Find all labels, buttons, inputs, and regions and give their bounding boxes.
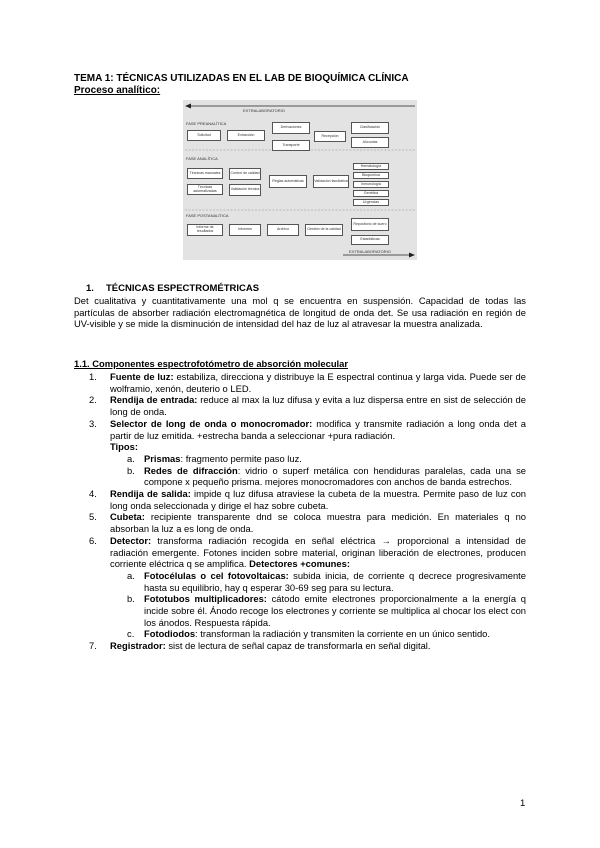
item-text: : vidrio o superf metálica con hendiduras paralelas, cada una se compone x pequeño prisma. mejores monocromadores con anchos de banda estrechos. [144, 464, 526, 488]
box-validacion-facultativa: Validación facultativa [313, 175, 349, 188]
extra-bottom-label: EXTRALABORATORIO [349, 249, 391, 254]
item-number: a. [127, 452, 135, 464]
item-text: impide q luz difusa atraviese la cubeta de la muestra. Permite paso de luz con long onda seleccionada y dirige el haz sobre cubeta. [110, 488, 526, 511]
list-item [74, 394, 526, 417]
phase-ana-label: FASE ANALÍTICA [186, 156, 218, 161]
item-text: cátodo emite electrones proporcionalmente a la energía q incide sobre él. Ánodo recoge los electrones y corriente se multiplica al chocar los elect con los ánodos. Respuesta rápida. [144, 593, 526, 628]
box-tecnicas-automatizadas: Técnicas automatizadas [187, 184, 223, 195]
item-term: Fotodiodos [144, 628, 196, 640]
item-term: Fototubos multiplicadores: [144, 593, 267, 605]
list-item [74, 535, 526, 570]
list-item [74, 511, 526, 534]
arrow-left-icon [185, 104, 191, 109]
box-extraccion: Extracción [227, 130, 265, 141]
item-text: : fragmento permite paso luz. [180, 452, 302, 464]
phase-post-label: FASE POSTANALÍTICA [186, 213, 229, 218]
item-number: 3. [89, 417, 97, 429]
item-term: Detector: [110, 534, 152, 546]
item-number: 5. [89, 511, 97, 523]
page-subtitle: Proceso analítico: [74, 85, 161, 96]
extra-top-label: EXTRALABORATORIO [243, 108, 285, 113]
box-estadisticas: Estadísticas [351, 235, 389, 245]
box-genetica: Genética [353, 190, 389, 197]
item-text: transforma radiación recogida en señal eléctrica → proporcional a intensidad de radiación emergente. Fotones inciden sobre material, originan liberación de electrones, producen corriente eléctrica q se amplifica. [110, 534, 526, 570]
item-term: Rendija de salida: [110, 488, 191, 500]
box-control-calidad: Control de calidad [229, 168, 261, 180]
components-list [74, 371, 526, 652]
sublist-item [74, 465, 526, 488]
sublist-item [74, 628, 526, 640]
item-number: a. [127, 569, 135, 581]
item-text: estabiliza, direcciona y distribuye la E espectral continua y larga vida. Puede ser de wolframio, xenón, deuterio o LED. [110, 371, 526, 394]
box-solicitud: Solicitud [187, 130, 221, 141]
item-term: Selector de long de onda o monocromador: [110, 417, 313, 429]
box-validacion-tecnica: Validación técnica [229, 184, 261, 196]
box-clasificacion: Clasificación [351, 122, 389, 134]
item-number: c. [127, 628, 135, 640]
box-inmunologia: Inmunología [353, 181, 389, 188]
item-number: 1. [89, 371, 97, 382]
list-item [74, 488, 526, 511]
box-recepcion: Recepción [314, 131, 346, 142]
box-repositorio: Repositorio de suero [351, 218, 389, 231]
box-derivaciones: Derivaciones [272, 122, 310, 134]
box-bioquimica: Bioquímica [353, 172, 389, 179]
box-urgencias: Urgencias [353, 199, 389, 206]
item-term: Registrador: [110, 640, 166, 652]
section-paragraph: Det cualitativa y cuantitativamente una mol q se encuentra en suspensión. Capacidad de todas las partículas de absorber radiación electromagnética de longitud de onda det. Se usa radiación en región de UV-visible y se mide la disminución de intensidad del haz de luz al atravesar la muestra analizada. [74, 295, 526, 330]
sublist-item [74, 593, 526, 628]
sublist-item [74, 453, 526, 465]
section-number: 1. [86, 283, 94, 294]
box-alicuotas: Alícuotas [351, 137, 389, 148]
list-item [74, 418, 526, 441]
section-title: TÉCNICAS ESPECTROMÉTRICAS [106, 283, 260, 294]
item-term: Rendija de entrada: [110, 394, 198, 406]
item-text: subida inicia, de corriente q decrece progresivamente hasta su equilibrio, hay q esperar 30-69 seg para su lectura. [144, 569, 526, 593]
item-text: reduce al max la luz difusa y evita a luz dispersa entre en sist de selección de long de onda. [110, 394, 526, 418]
page-title: TEMA 1: TÉCNICAS UTILIZADAS EN EL LAB DE BIOQUÍMICA CLÍNICA [74, 73, 409, 84]
process-diagram [183, 100, 417, 260]
item-term: Fotocélulas o cel fotovoltaicas: [144, 569, 289, 581]
item-text: recipiente transparente dnd se coloca muestra para medición. En materiales q no absorban la luz a es long de onda. [110, 511, 526, 535]
item-number: 6. [89, 534, 97, 546]
item-term: Detectores +comunes: [249, 558, 350, 570]
item-term: Fuente de luz: [110, 371, 174, 382]
list-item [74, 640, 526, 652]
box-informes: Informes [229, 224, 261, 236]
item-text: sist de lectura de señal capaz de transformarla en señal digital. [165, 640, 431, 652]
subsection-title: 1.1. Componentes espectrofotómetro de absorción molecular [74, 358, 349, 369]
item-number: b. [127, 593, 135, 605]
phase-pre-label: FASE PREANALÍTICA [186, 121, 227, 126]
item-number: 2. [89, 394, 97, 406]
item-term: Redes de difracción [144, 464, 238, 476]
item-number: 4. [89, 488, 97, 500]
item-term: Prismas [144, 452, 181, 464]
item-text: modifica y transmite radiación a long onda det a partir de luz emitida. +estrecha banda a seleccionar +pura radiación. [110, 417, 526, 441]
arrow-right-icon [409, 253, 415, 258]
box-tecnicas-manuales: Técnicas manuales [187, 168, 223, 179]
item-number: b. [127, 464, 135, 476]
box-informe-resultados: Informe de resultados [187, 224, 223, 236]
list-item [74, 371, 526, 394]
box-transporte: Transporte [272, 140, 310, 151]
tipos-label: Tipos: [110, 441, 138, 453]
item-text: : transforman la radiación y transmiten la corriente en un único sentido. [195, 628, 490, 640]
section-heading [86, 283, 259, 294]
box-hematologia: Hematología [353, 163, 389, 170]
box-gestion-calidad: Gestión de la calidad [305, 224, 343, 236]
box-reglas-automaticas: Reglas automáticas [269, 175, 307, 188]
item-number: 7. [89, 640, 97, 652]
page-number: 1 [520, 798, 526, 809]
sublist-item [74, 570, 526, 593]
item-term: Cubeta: [110, 511, 145, 523]
box-archivo: Archivo [267, 224, 299, 236]
